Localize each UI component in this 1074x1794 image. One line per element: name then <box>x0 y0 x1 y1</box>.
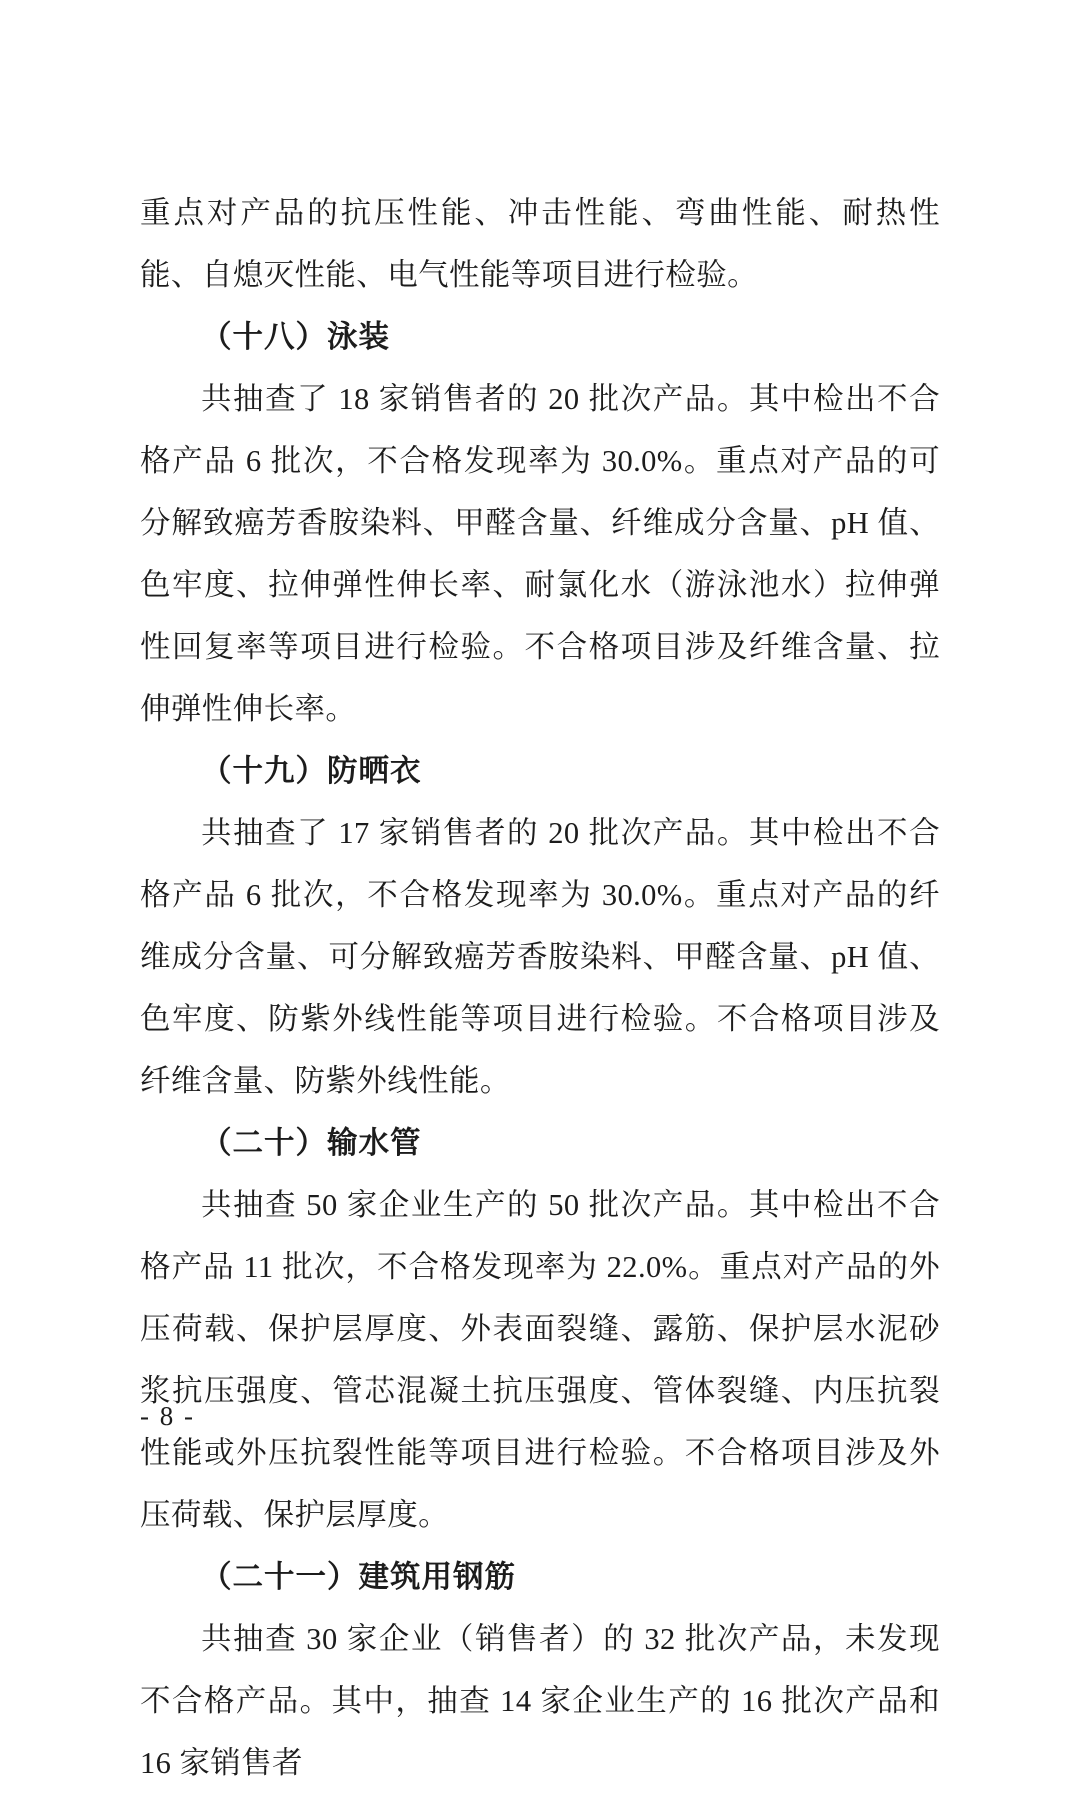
paragraph-construction-rebar: 共抽查 30 家企业（销售者）的 32 批次产品，未发现不合格产品。其中，抽查 14 家企业生产的 16 批次产品和 16 家销售者 <box>140 1622 940 1780</box>
section-heading-21: （二十一）建筑用钢筋 <box>201 1560 516 1594</box>
paragraph-water-pipe: 共抽查 50 家企业生产的 50 批次产品。其中检出不合格产品 11 批次，不合格发现率为 22.0%。重点对产品的外压荷载、保护层厚度、外表面裂缝、露筋、保护层水泥砂浆抗压强度、管芯混凝土抗压强度、管体裂缝、内压抗裂性能或外压抗裂性能等项目进行检验。不合格项目涉及外压荷载、保护层厚度。 <box>140 1188 940 1532</box>
paragraph-swimwear: 共抽查了 18 家销售者的 20 批次产品。其中检出不合格产品 6 批次，不合格发现率为 30.0%。重点对产品的可分解致癌芳香胺染料、甲醛含量、纤维成分含量、pH 值、色牢度、拉伸弹性伸长率、耐氯化水（游泳池水）拉伸弹性回复率等项目进行检验。不合格项目涉及纤维含量、拉伸弹性伸长率。 <box>140 382 940 726</box>
page-number: - 8 - <box>140 1401 195 1431</box>
paragraph-sun-protective-clothing: 共抽查了 17 家销售者的 20 批次产品。其中检出不合格产品 6 批次，不合格发现率为 30.0%。重点对产品的纤维成分含量、可分解致癌芳香胺染料、甲醛含量、pH 值、色牢度、防紫外线性能等项目进行检验。不合格项目涉及纤维含量、防紫外线性能。 <box>140 816 940 1098</box>
section-heading-20: （二十）输水管 <box>201 1126 422 1160</box>
section-heading-18: （十八）泳装 <box>201 320 390 354</box>
paragraph-continuation: 重点对产品的抗压性能、冲击性能、弯曲性能、耐热性能、自熄灭性能、电气性能等项目进行检验。 <box>140 196 940 292</box>
section-heading-19: （十九）防晒衣 <box>201 754 422 788</box>
page-body-text <box>140 182 940 1794</box>
